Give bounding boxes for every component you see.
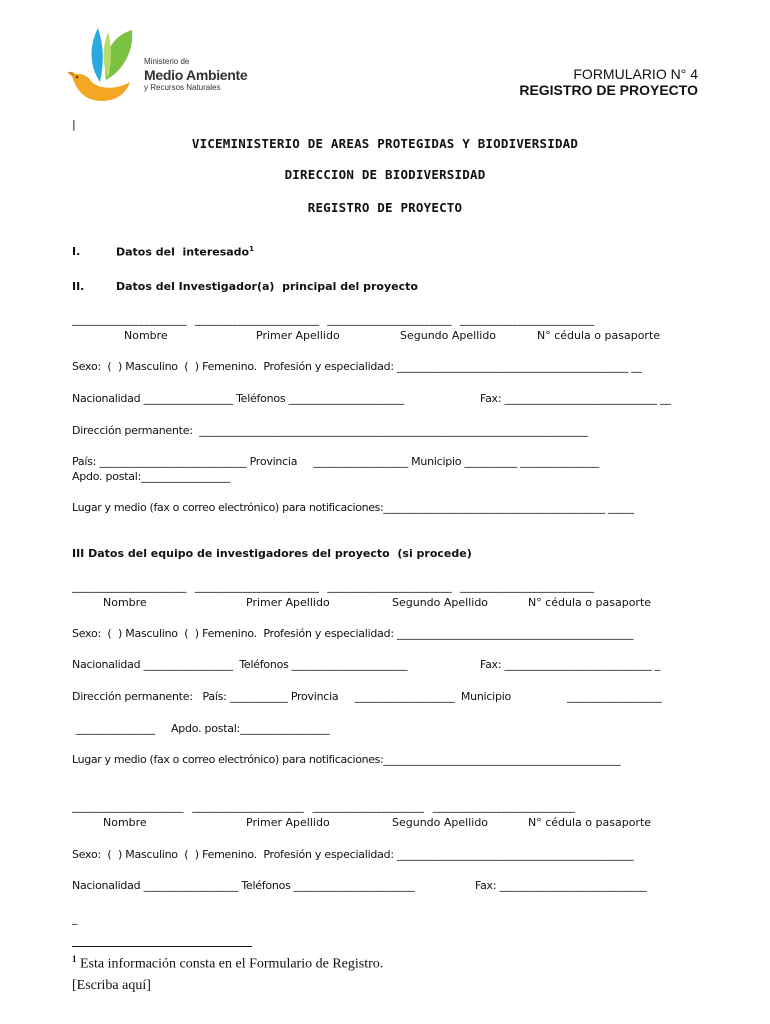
name-blanks-1[interactable]: _______________________ _________________________ _________________________ ___________________________: [72, 313, 594, 326]
apdo-field-1[interactable]: Apdo. postal:_________________: [72, 470, 231, 483]
logo-line1: Ministerio de: [144, 57, 190, 66]
col-cedula-3: N° cédula o pasaporte: [528, 816, 652, 829]
form-title: REGISTRO DE PROYECTO: [519, 82, 698, 98]
vice-title: VICEMINISTERIO DE AREAS PROTEGIDAS Y BIODIVERSIDAD: [191, 136, 579, 151]
col-nombre-3: Nombre: [103, 816, 147, 829]
fax-field-3[interactable]: Fax: ____________________________: [475, 879, 647, 892]
footnote-rule: [72, 946, 252, 947]
section-1-number: I.: [72, 245, 81, 258]
section-2-number: II.: [72, 280, 85, 293]
name-blanks-3[interactable]: ______________________ ______________________ ______________________ ____________________________: [72, 800, 575, 813]
pais-field-1[interactable]: País: ____________________________ Provincia __________________ Municipio __________ _______________: [72, 455, 600, 468]
cursor-mark: |: [72, 118, 76, 131]
lugar-field-2[interactable]: Lugar y medio (fax o correo electrónico) para notificaciones:______________________________________________: [72, 753, 621, 766]
form-number: FORMULARIO N° 4: [573, 66, 698, 82]
sexo-field-3[interactable]: Sexo: ( ) Masculino ( ) Femenino. Profesión y especialidad: _____________________________________________: [72, 848, 634, 861]
nacionalidad-field-3[interactable]: Nacionalidad __________________ Teléfonos _______________________: [72, 879, 415, 892]
col-cedula-2: N° cédula o pasaporte: [528, 596, 652, 609]
col-segundo-apellido: Segundo Apellido: [400, 329, 497, 342]
nacionalidad-field-1[interactable]: Nacionalidad _________________ Teléfonos ______________________: [72, 392, 405, 405]
col-primer-apellido-2: Primer Apellido: [246, 596, 330, 609]
apdo-field-2[interactable]: _______________ Apdo. postal:_________________: [76, 722, 330, 735]
section-3-label: III Datos del equipo de investigadores del proyecto (si procede): [72, 547, 472, 560]
nacionalidad-field-2[interactable]: Nacionalidad _________________ Teléfonos ______________________: [72, 658, 408, 671]
leaf-bird-icon: [68, 24, 148, 108]
col-primer-apellido: Primer Apellido: [256, 329, 340, 342]
reg-title: REGISTRO DE PROYECTO: [307, 200, 463, 215]
name-blanks-2[interactable]: _______________________ _________________________ _________________________ ___________________________: [72, 580, 594, 593]
sexo-field-2[interactable]: Sexo: ( ) Masculino ( ) Femenino. Profesión y especialidad: _____________________________________________: [72, 627, 634, 640]
fax-field-1[interactable]: Fax: _____________________________ __: [480, 392, 671, 405]
col-primer-apellido-3: Primer Apellido: [246, 816, 330, 829]
dir-title: DIRECCION DE BIODIVERSIDAD: [284, 167, 486, 182]
direccion-field-2[interactable]: Dirección permanente: País: ___________ Provincia ___________________ Municipio: [72, 690, 511, 703]
section-1-label: Datos del interesado$^1$: [116, 245, 254, 259]
col-segundo-apellido-2: Segundo Apellido: [392, 596, 489, 609]
ministry-logo: [68, 24, 248, 108]
logo-line2: Medio Ambiente: [144, 67, 248, 83]
col-nombre: Nombre: [124, 329, 168, 342]
section-2-label: Datos del Investigador(a) principal del proyecto: [116, 280, 418, 293]
col-segundo-apellido-3: Segundo Apellido: [392, 816, 489, 829]
municipio-field-2[interactable]: __________________: [567, 690, 662, 703]
sexo-field-1[interactable]: Sexo: ( ) Masculino ( ) Femenino. Profesión y especialidad: ____________________________________________ __: [72, 360, 642, 373]
trailing-underscore: _: [72, 912, 78, 925]
placeholder-text[interactable]: [Escriba aquí]: [72, 978, 151, 993]
col-cedula: N° cédula o pasaporte: [537, 329, 661, 342]
direccion-field-1[interactable]: Dirección permanente: __________________________________________________________________________: [72, 424, 588, 437]
col-nombre-2: Nombre: [103, 596, 147, 609]
fax-field-2[interactable]: Fax: ____________________________ _: [480, 658, 661, 671]
logo-line3: y Recursos Naturales: [144, 83, 221, 92]
footnote: $^1$ Esta información consta en el Formulario de Registro.: [72, 954, 384, 972]
lugar-field-1[interactable]: Lugar y medio (fax o correo electrónico) para notificaciones:___________________________________________ _____: [72, 501, 634, 514]
